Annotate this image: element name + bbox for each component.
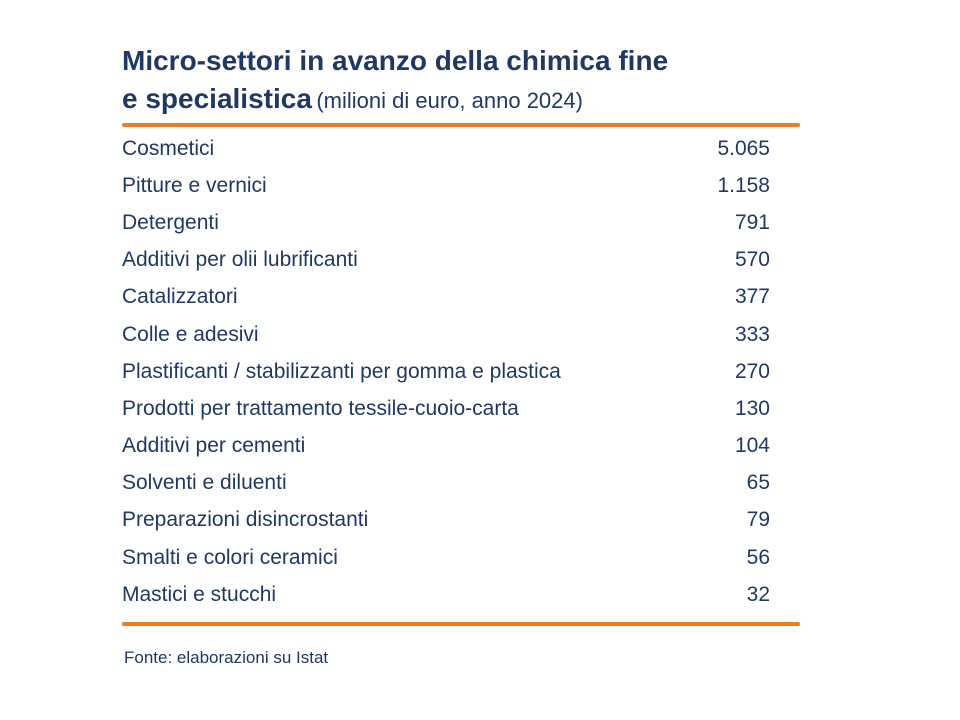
title-line-1: Micro-settori in avanzo della chimica fine	[122, 45, 669, 76]
table-row	[122, 428, 800, 465]
row-label: Prodotti per trattamento tessile-cuoio-carta	[122, 396, 519, 420]
table-row	[122, 502, 800, 539]
row-label: Smalti e colori ceramici	[122, 545, 338, 569]
table-row	[122, 539, 800, 576]
title-line-2-bold: e specialistica	[122, 83, 312, 114]
row-value: 5.065	[717, 136, 770, 160]
title-subtitle: (milioni di euro, anno 2024)	[316, 88, 583, 113]
table-row	[122, 353, 800, 390]
row-label: Additivi per olii lubrificanti	[122, 248, 358, 272]
row-value: 377	[734, 285, 770, 309]
table-row	[122, 390, 800, 427]
row-label: Plastificanti / stabilizzanti per gomma e plastica	[122, 359, 561, 383]
row-label: Additivi per cementi	[122, 434, 306, 458]
row-label: Preparazioni disincrostanti	[122, 508, 369, 532]
row-value: 56	[746, 545, 770, 569]
title-line-2	[122, 80, 842, 123]
table-row	[122, 576, 800, 613]
table-row	[122, 465, 800, 502]
data-table	[122, 130, 800, 613]
top-divider	[122, 123, 800, 127]
table-row	[122, 204, 800, 241]
row-label: Catalizzatori	[122, 285, 238, 309]
row-label: Colle e adesivi	[122, 322, 259, 346]
row-value: 65	[746, 471, 770, 495]
row-value: 333	[734, 322, 770, 346]
row-value: 32	[746, 582, 770, 606]
row-value: 1.158	[717, 173, 770, 197]
table-row	[122, 167, 800, 204]
row-value: 791	[734, 210, 770, 234]
row-label: Detergenti	[122, 210, 219, 234]
row-label: Cosmetici	[122, 136, 215, 160]
table-row	[122, 242, 800, 279]
table-row	[122, 279, 800, 316]
row-label: Mastici e stucchi	[122, 582, 277, 606]
row-value: 79	[746, 508, 770, 532]
page-title	[122, 42, 842, 123]
row-label: Pitture e vernici	[122, 173, 267, 197]
row-value: 104	[734, 434, 770, 458]
source-note: Fonte: elaborazioni su Istat	[124, 648, 329, 667]
row-value: 570	[734, 248, 770, 272]
bottom-divider	[122, 622, 800, 626]
row-value: 130	[734, 396, 770, 420]
row-label: Solventi e diluenti	[122, 471, 287, 495]
table-row	[122, 316, 800, 353]
row-value: 270	[734, 359, 770, 383]
table-row	[122, 130, 800, 167]
